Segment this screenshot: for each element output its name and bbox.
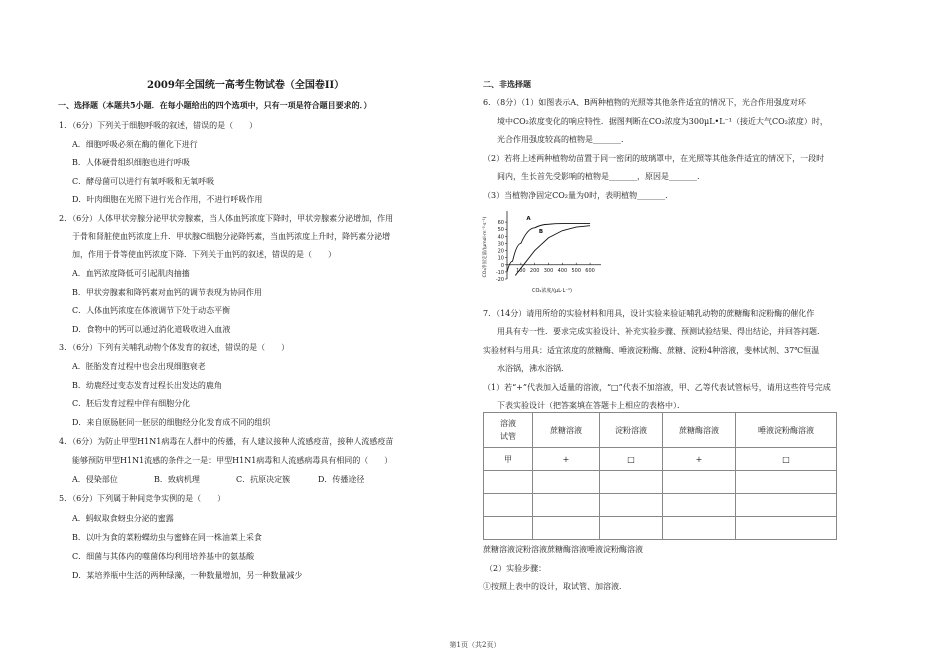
q2-stem-1: 2．（6分）人体甲状旁腺分泌甲状旁腺素，当人体血钙浓度下降时，甲状旁腺素分泌增加，作用 <box>59 214 394 223</box>
q1-option-a: A．细胞呼吸必须在酶的催化下进行 <box>72 140 198 149</box>
table-cell: + <box>663 448 736 471</box>
q6-line-1: 6．（8分）（1）如图表示A、B两种植物的光照等其他条件适宜的情况下，光合作用强度对环 <box>483 98 806 107</box>
q3-stem: 3．（6分）下列有关哺乳动物个体发育的叙述，错误的是（ ） <box>59 343 290 352</box>
x-tick-label: 600 <box>585 267 595 274</box>
q3-option-a: A．胚胎发育过程中也会出现细胞衰老 <box>72 362 206 371</box>
q3-option-c: C．胚后发育过程中伴有细胞分化 <box>72 399 191 408</box>
q3-option-b: B．幼鹿经过变态发育过程长出发达的鹿角 <box>72 381 222 390</box>
table-cell <box>736 471 837 494</box>
table-cell: □ <box>736 448 837 471</box>
q4-option-b: B．致病机理 <box>154 475 200 484</box>
x-tick-label: 400 <box>557 267 568 274</box>
table-cell <box>663 471 736 494</box>
table-row <box>484 448 837 471</box>
q6-line-6: （3）当植物净固定CO₂量为0时，表明植物_______． <box>483 191 674 200</box>
table-header-row <box>484 413 837 448</box>
q6-line-4: （2）若将上述两种植物幼苗置于同一密闭的玻璃罩中，在光照等其他条件适宜的情况下，一段时 <box>483 154 825 163</box>
q2-option-b: B．甲状旁腺素和降钙素对血钙的调节表现为协同作用 <box>72 288 262 297</box>
q7-after-table: 蔗糖溶液淀粉溶液蔗糖酶溶液唾液淀粉酶溶液 <box>483 545 643 554</box>
q2-option-c: C．人体血钙浓度在体液调节下处于动态平衡 <box>72 306 231 315</box>
q2-stem-2: 于骨和肾脏使血钙浓度上升．甲状腺C细胞分泌降钙素，当血钙浓度上升时，降钙素分泌增 <box>72 232 391 241</box>
section1-heading: 一、选择题（本题共5小题．在每小题给出的四个选项中，只有一项是符合题目要求的．） <box>58 100 372 110</box>
x-tick-label: 200 <box>529 267 540 274</box>
y-axis-label: CO₂净固定量/(μmol·m⁻²·s⁻¹) <box>483 216 488 278</box>
table-header-cell: 溶液 试管 <box>484 413 533 448</box>
table-cell <box>484 471 533 494</box>
q5-option-a: A．蚂蚁取食蚜虫分泌的蜜露 <box>72 514 174 523</box>
q6-line-3: 光合作用强度较高的植物是_______． <box>497 135 629 144</box>
table-row <box>484 471 837 494</box>
q4-option-d: D．传播途径 <box>318 475 365 484</box>
q7-line-2: 用具有专一性．要求完成实验设计、补充实验步骤、预测试验结果、得出结论，并回答问题． <box>497 327 825 336</box>
y-tick-label: 10 <box>497 255 504 262</box>
table-cell <box>600 494 663 517</box>
q2-option-d: D．食物中的钙可以通过消化道吸收进入血液 <box>72 325 231 334</box>
y-tick-label: 20 <box>497 248 504 255</box>
y-tick-label: 60 <box>497 220 504 227</box>
x-tick-label: 100 <box>516 267 526 274</box>
y-tick-label: -10 <box>495 269 504 276</box>
table-cell <box>533 517 600 540</box>
q7-line-1: 7．（14分）请用所给的实验材料和用具，设计实验来验证哺乳动物的蔗糖酶和淀粉酶的催化作 <box>483 309 815 318</box>
x-tick-label: 500 <box>571 267 582 274</box>
table-header-cell: 淀粉溶液 <box>600 413 663 448</box>
y-tick-label: 0 <box>500 262 504 269</box>
table-header-cell: 蔗糖溶液 <box>533 413 600 448</box>
table-header-cell: 蔗糖酶溶液 <box>663 413 736 448</box>
q5-option-b: B．以叶为食的菜粉蝶幼虫与蜜蜂在同一株油菜上采食 <box>72 533 262 542</box>
q1-stem: 1．（6分）下列关于细胞呼吸的叙述，错误的是（ ） <box>59 121 258 130</box>
table-cell <box>663 494 736 517</box>
table-row <box>484 517 837 540</box>
exam-title: 2009年全国统一高考生物试卷（全国卷II） <box>147 80 345 91</box>
table-header-cell: 唾液淀粉酶溶液 <box>736 413 837 448</box>
x-axis-label: CO₂浓度/(μL·L⁻¹) <box>531 288 573 294</box>
q3-option-d: D．来自原肠胚同一胚层的细胞经分化发育成不同的组织 <box>72 418 271 427</box>
experiment-design-table <box>483 412 837 540</box>
q4-stem-1: 4．（6分）为防止甲型H1N1病毒在人群中的传播，有人建议接种人流感疫苗，接种人流感疫苗 <box>59 437 394 446</box>
q1-option-c: C．酵母菌可以进行有氧呼吸和无氧呼吸 <box>72 177 215 186</box>
x-tick-label: 300 <box>543 267 554 274</box>
q5-option-c: C．细菌与其体内的噬菌体均利用培养基中的氨基酸 <box>72 552 255 561</box>
y-tick-label: -20 <box>495 277 504 283</box>
q2-stem-3: 加，作用于骨等使血钙浓度下降．下列关于血钙的叙述，错误的是（ ） <box>72 250 336 259</box>
q4-option-c: C．抗原决定簇 <box>236 475 291 484</box>
y-tick-label: 50 <box>497 227 504 234</box>
table-cell <box>600 517 663 540</box>
table-row <box>484 494 837 517</box>
q7-line-4: 水浴锅，沸水浴锅． <box>497 364 569 373</box>
table-cell <box>663 517 736 540</box>
table-cell <box>736 494 837 517</box>
q7-step-1: ①按照上表中的设计，取试管、加溶液． <box>483 582 627 591</box>
co2-response-chart <box>479 207 609 299</box>
q1-option-b: B．人体硬骨组织细胞也进行呼吸 <box>72 158 190 167</box>
q6-line-5: 间内，生长首先受影响的植物是_______，原因是_______． <box>497 172 705 181</box>
q5-stem: 5．（6分）下列属于种间竞争实例的是（ ） <box>59 494 226 503</box>
table-cell <box>484 494 533 517</box>
q4-stem-2: 能够预防甲型H1N1流感的条件之一是：甲型H1N1病毒和人流感病毒具有相同的（ ） <box>72 456 393 465</box>
table-cell <box>484 517 533 540</box>
table-cell <box>533 471 600 494</box>
q7-step-heading: （2）实验步骤： <box>485 564 547 573</box>
q7-line-5: （1）若“+”代表加入适量的溶液，“□”代表不加溶液，甲、乙等代表试管标号，请用这些符号完成 <box>483 383 831 392</box>
table-cell <box>533 494 600 517</box>
table-cell: 甲 <box>484 448 533 471</box>
series-label-b: B <box>538 228 544 235</box>
table-cell <box>600 471 663 494</box>
page-footer: 第1页（共2页） <box>449 641 501 649</box>
q7-line-6: 下表实验设计（把答案填在答题卡上相应的表格中）． <box>497 401 685 410</box>
section2-heading: 二、非选择题 <box>483 79 531 89</box>
series-label-a: A <box>526 215 531 222</box>
q2-option-a: A．血钙浓度降低可引起肌肉抽搐 <box>72 269 190 278</box>
q4-option-a: A．侵染部位 <box>72 475 118 484</box>
q1-option-d: D．叶肉细胞在光照下进行光合作用，不进行呼吸作用 <box>72 195 263 204</box>
table-cell: + <box>533 448 600 471</box>
y-tick-label: 30 <box>497 241 504 248</box>
table-cell: □ <box>600 448 663 471</box>
y-tick-label: 40 <box>497 234 504 241</box>
q6-line-2: 境中CO₂浓度变化的响应特性．据图判断在CO₂浓度为300μL•L⁻¹（接近大气CO₂浓度）时， <box>497 117 828 126</box>
q7-line-3: 实验材料与用具：适宜浓度的蔗糖酶、唾液淀粉酶、蔗糖、淀粉4种溶液，斐林试剂、37℃恒温 <box>483 346 820 355</box>
table-cell <box>736 517 837 540</box>
q5-option-d: D．某培养瓶中生活的两种绿藻，一种数量增加，另一种数量减少 <box>72 571 303 580</box>
